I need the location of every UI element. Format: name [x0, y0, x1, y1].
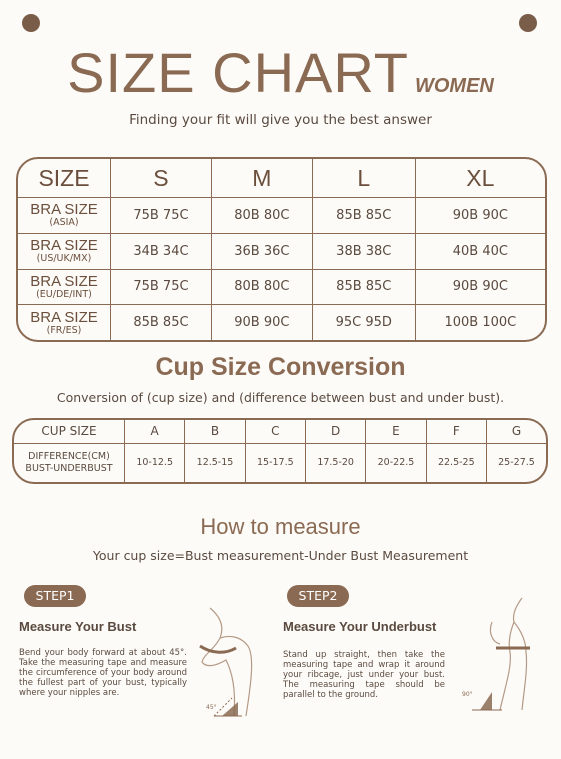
cup-header-cell: C: [245, 420, 305, 443]
cup-header-cell: A: [125, 420, 185, 443]
row-label-main: BRA SIZE: [30, 308, 98, 326]
cup-header-cell: D: [305, 420, 365, 443]
table-cell: 90B 90C: [415, 198, 545, 234]
step1-description: Bend your body forward at about 45°. Take the measuring tape and measure the circumference of your body around the fullest part of your bust, typically where your nipples are.: [19, 648, 187, 698]
row-label-region: (FR/ES): [46, 324, 82, 336]
step1-heading: Measure Your Bust: [19, 619, 137, 634]
bust-measure-figure: [192, 598, 272, 720]
table-cell: 75B 75C: [111, 269, 212, 305]
table-cell: 100B 100C: [415, 305, 545, 340]
table-cell: 25-27.5: [486, 443, 546, 482]
cup-header-row: [14, 420, 546, 443]
row-label-region: (US/UK/MX): [36, 253, 92, 265]
row-label-main: BRA SIZE: [30, 237, 98, 255]
step2-badge: STEP2: [287, 585, 349, 607]
step2-heading: Measure Your Underbust: [283, 619, 437, 634]
table-row: [18, 233, 545, 269]
page-title: [0, 40, 561, 105]
table-cell: 10-12.5: [125, 443, 185, 482]
cup-section-subtitle: Conversion of (cup size) and (difference between bust and under bust).: [56, 390, 505, 405]
table-cell: 20-22.5: [366, 443, 426, 482]
diff-label-line: DIFFERENCE(CM): [28, 450, 110, 462]
row-label-region: (EU/DE/INT): [36, 288, 92, 300]
step1-badge: STEP1: [24, 585, 86, 607]
table-cell: 75B 75C: [111, 198, 212, 234]
step1-angle-label: 45°: [206, 704, 217, 711]
table-cell: 95C 95D: [312, 305, 415, 340]
step2-angle-label: 90°: [462, 691, 473, 698]
table-cell: 40B 40C: [415, 233, 545, 269]
cup-header-cell: B: [185, 420, 245, 443]
table-cell: 90B 90C: [211, 305, 312, 340]
measure-section-subtitle: Your cup size=Bust measurement-Under Bust Measurement: [92, 548, 469, 563]
measure-section-title: How to measure: [200, 514, 361, 539]
cup-header-cell: F: [426, 420, 486, 443]
diff-label: [14, 443, 125, 482]
table-cell: 22.5-25: [426, 443, 486, 482]
row-label: [18, 269, 111, 305]
table-cell: 80B 80C: [211, 269, 312, 305]
diff-label-line: BUST-UNDERBUST: [25, 462, 113, 474]
table-cell: 17.5-20: [305, 443, 365, 482]
underbust-measure-figure: [452, 592, 542, 716]
size-header-cell: S: [111, 159, 212, 198]
size-header-cell: M: [211, 159, 312, 198]
size-header-cell: L: [312, 159, 415, 198]
row-label: [18, 305, 111, 340]
decorative-dot-right: [519, 14, 537, 32]
cup-header-cell: E: [366, 420, 426, 443]
table-cell: 80B 80C: [211, 198, 312, 234]
title-text: SIZE CHART: [67, 41, 409, 104]
bra-size-table: [16, 157, 547, 342]
size-header-cell: SIZE: [18, 159, 111, 198]
step2-description: Stand up straight, then take the measuring tape and wrap it around your ribcage, just under your bust. The measuring tape should be parallel to the ground.: [283, 650, 445, 700]
row-label: [18, 198, 111, 234]
row-label: [18, 233, 111, 269]
row-label-main: BRA SIZE: [30, 272, 98, 290]
cup-header-cell: CUP SIZE: [14, 420, 125, 443]
table-cell: 12.5-15: [185, 443, 245, 482]
table-cell: 34B 34C: [111, 233, 212, 269]
decorative-dot-left: [22, 14, 40, 32]
title-tag: WOMEN: [415, 75, 494, 97]
table-row: [18, 305, 545, 340]
cup-section-title: Cup Size Conversion: [155, 353, 406, 381]
table-cell: 36B 36C: [211, 233, 312, 269]
size-header-cell: XL: [415, 159, 545, 198]
row-label-region: (ASIA): [49, 217, 79, 229]
cup-header-cell: G: [486, 420, 546, 443]
table-cell: 38B 38C: [312, 233, 415, 269]
table-row: [18, 269, 545, 305]
cup-size-table: [12, 418, 548, 484]
row-label-main: BRA SIZE: [30, 201, 98, 219]
table-row: [18, 198, 545, 234]
table-cell: 90B 90C: [415, 269, 545, 305]
table-cell: 15-17.5: [245, 443, 305, 482]
table-cell: 85B 85C: [312, 198, 415, 234]
page-subtitle: Finding your fit will give you the best answer: [129, 112, 432, 128]
table-cell: 85B 85C: [312, 269, 415, 305]
cup-values-row: [14, 443, 546, 482]
size-header-row: [18, 159, 545, 198]
table-cell: 85B 85C: [111, 305, 212, 340]
